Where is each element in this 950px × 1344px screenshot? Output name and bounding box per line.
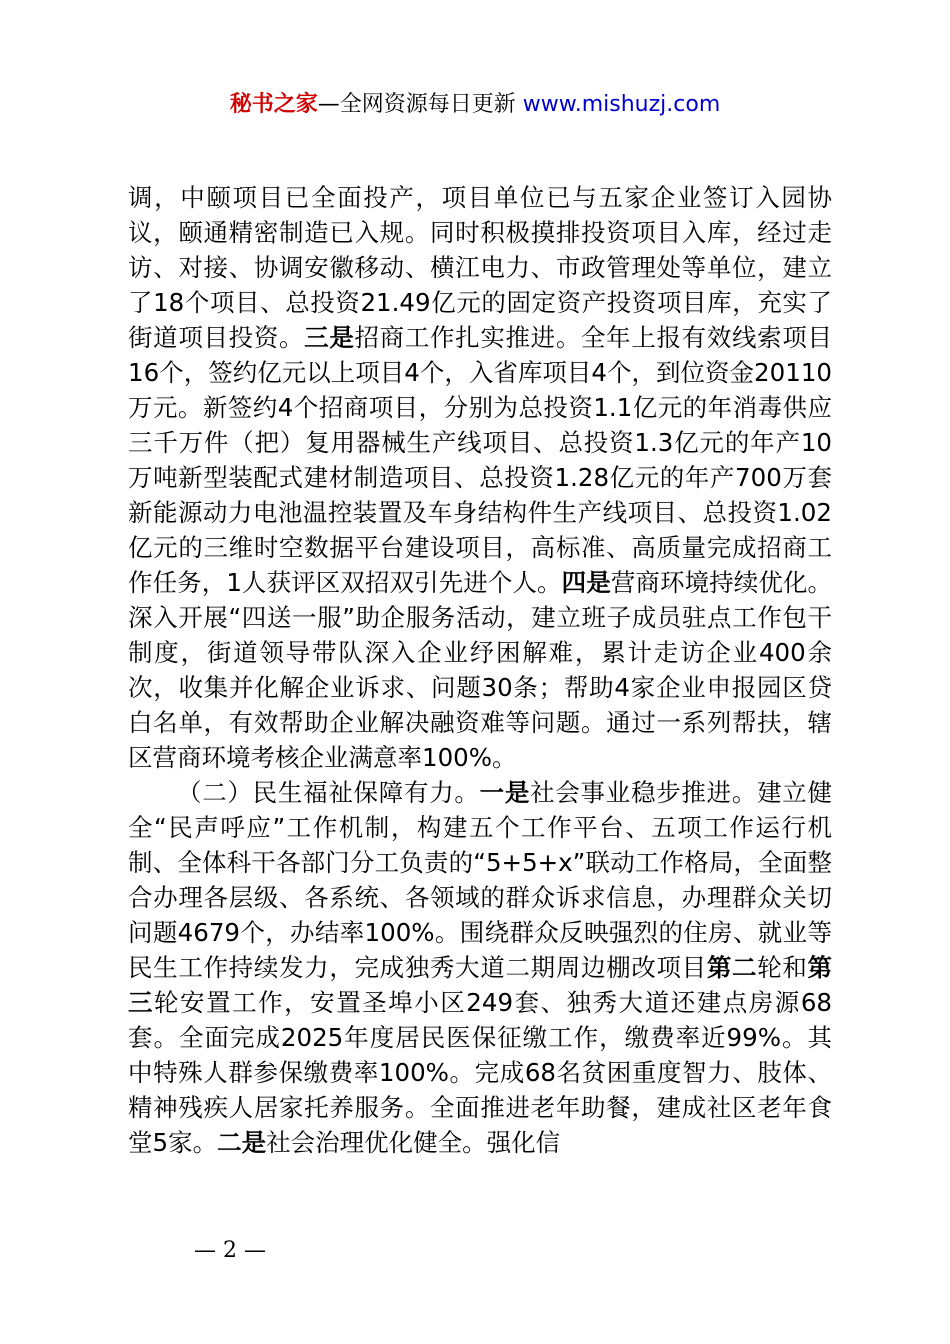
paragraph-economy bbox=[128, 180, 832, 775]
text-run: 营商环境持续优化。深入开展“四送一服”助企服务活动，建立班子成员驻点工作包干制度，街道领导带队深入企业纾困解难，累计走访企业400余次，收集并化解企业诉求、问题30条；帮助4家企业申报园区贷白名单，有效帮助企业解决融资难等问题。通过一系列帮扶，辖区营商环境考核企业满意率100%。 bbox=[128, 568, 832, 772]
emphasis-second: 二是 bbox=[217, 1128, 267, 1157]
text-run: 社会事业稳步推进。建立健全“民声呼应”工作机制，构建五个工作平台、五项工作运行机制、全体科干各部门分工负责的“5+5+x”联动工作格局，全面整合办理各层级、各系统、各领域的群众诉求信息，办理群众关切问题4679个，办结率100%。围绕群众反映强烈的住房、就业等民生工作持续发力，完成独秀大道二期周边棚改项目 bbox=[128, 778, 833, 982]
banner-separator: — bbox=[317, 92, 340, 117]
site-url-link[interactable]: www.mishuzj.com bbox=[522, 92, 721, 117]
section-heading: （二）民生福祉保障有力。 bbox=[177, 778, 480, 807]
text-run: 调，中颐项目已全面投产，项目单位已与五家企业签订入园协议，颐通精密制造已入规。同时积极摸排投资项目入库，经过走访、对接、协调安徽移动、横江电力、市政管理处等单位，建立了18个项目、总投资21.49亿元的固定资产投资项目库，充实了街道项目投资。 bbox=[128, 183, 832, 352]
brand-name: 秘书之家 bbox=[229, 92, 318, 117]
text-run: 轮安置工作，安置圣埠小区249套、独秀大道还建点房源68套。全面完成2025年度居民医保征缴工作，缴费率近99%。其中特殊人群参保缴费率100%。完成68名贫困重度智力、肢体、精神残疾人居家托养服务。全面推进老年助餐，建成社区老年食堂5家。 bbox=[128, 988, 833, 1157]
banner-tagline: 全网资源每日更新 bbox=[339, 92, 516, 117]
emphasis-fourth: 四是 bbox=[561, 568, 611, 597]
emphasis-third: 三是 bbox=[304, 323, 355, 352]
text-run: 轮和 bbox=[757, 953, 808, 982]
site-banner bbox=[0, 86, 950, 124]
emphasis-first: 一是 bbox=[479, 778, 531, 807]
paragraph-livelihood bbox=[128, 775, 832, 1160]
document-body bbox=[128, 180, 832, 1160]
text-run: 招商工作扎实推进。全年上报有效线索项目16个，签约亿元以上项目4个，入省库项目4个，到位资金20110万元。新签约4个招商项目，分别为总投资1.1亿元的年消毒供应三千万件（把）复用器械生产线项目、总投资1.3亿元的年产10万吨新型装配式建材制造项目、总投资1.28亿元的年产700万套新能源动力电池温控装置及车身结构件生产线项目、总投资1.02亿元的三维时空数据平台建设项目，高标准、高质量完成招商工作任务，1人获评区双招双引先进个人。 bbox=[128, 323, 833, 597]
emphasis-third-round: 第三 bbox=[128, 953, 833, 1017]
emphasis-second-round: 第二 bbox=[706, 953, 758, 982]
page-number: — 2 — bbox=[194, 1238, 266, 1263]
text-run: 社会治理优化健全。强化信 bbox=[266, 1128, 561, 1157]
